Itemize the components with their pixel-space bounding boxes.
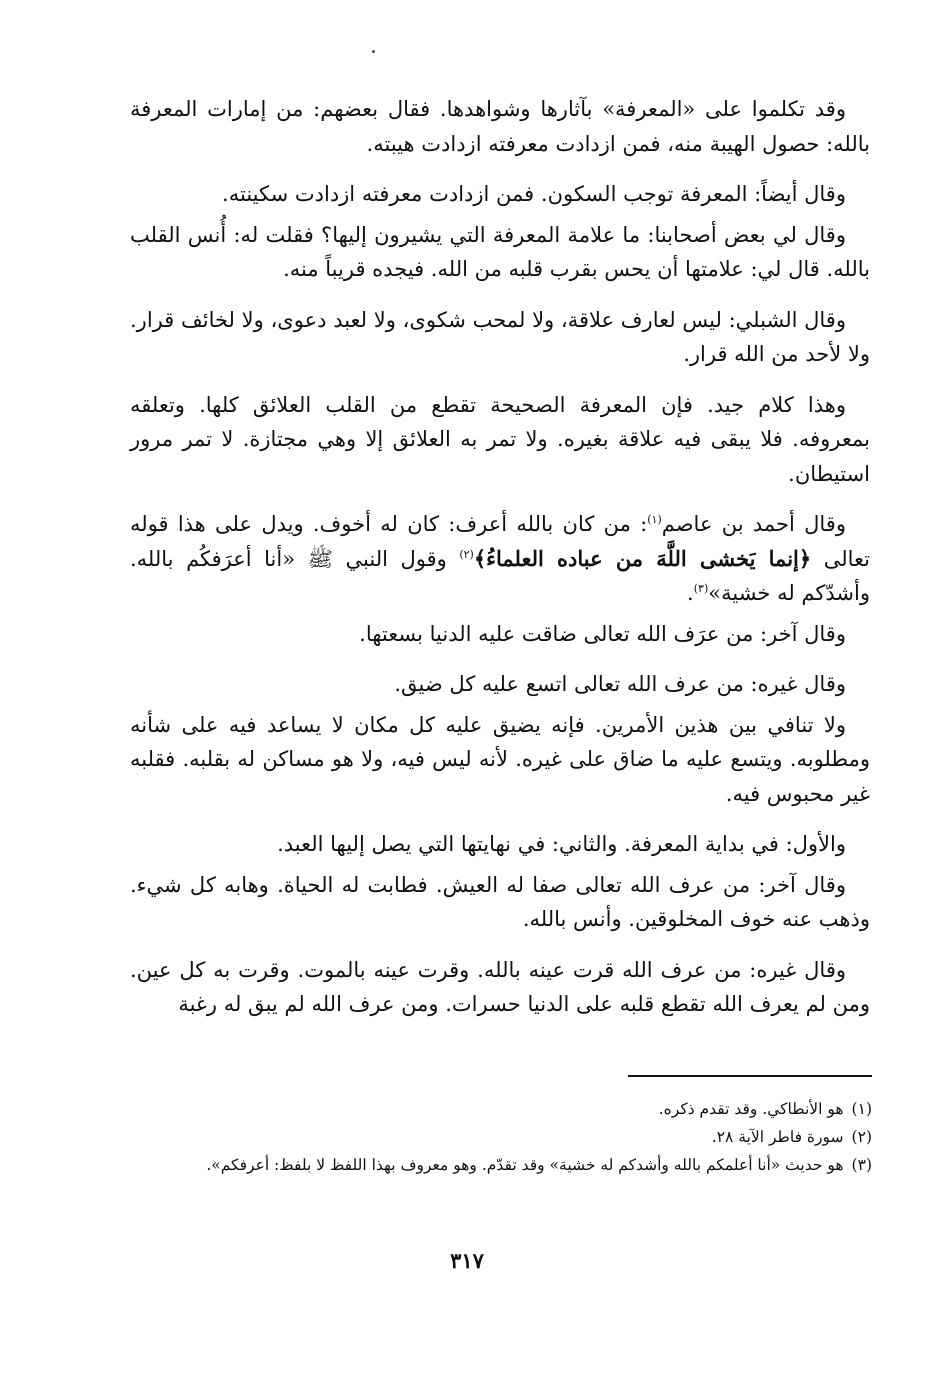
footnote-number: (٢) (851, 1128, 872, 1146)
paragraph-9: ولا تنافي بين هذين الأمرين. فإنه يضيق عليه كل مكان لا يساعد فيه على شأنه ومطلوبه. ويتسع عليه ما ضاق على غيره. لأنه ليس فيه، ولا هو مساكن له بقلبه. فقلبه غير محبوس فيه. (130, 712, 870, 806)
paragraph-3: وقال لي بعض أصحابنا: ما علامة المعرفة التي يشيرون إليها؟ فقلت له: أُنس القلب بالله. قال لي: علامتها أن يحس بقرب قلبه من الله. فيجده قريباً منه. (130, 222, 870, 281)
paragraph-8: وقال غيره: من عرف الله تعالى اتسع عليه كل ضيق. (394, 672, 846, 696)
footnote-separator (628, 1075, 872, 1077)
paragraph-12: وقال غيره: من عرف الله قرت عينه بالله. وقرت عينه بالموت. وقرت به كل عين. ومن لم يعرف الله تقطع قلبه على الدنيا حسرات. ومن عرف الله لم يبق له رغبة (130, 957, 870, 1016)
paragraph-11: وقال آخر: من عرف الله تعالى صفا له العيش. فطابت له الحياة. وهابه كل شيء. وذهب عنه خوف المخلوقين. وأنس بالله. (130, 872, 870, 931)
main-text (130, 92, 870, 1022)
print-speck (372, 50, 375, 53)
footnote-3 (130, 1152, 872, 1179)
footnote-number: (٣) (851, 1156, 872, 1174)
paragraph-6 (130, 507, 870, 611)
footnote-2 (130, 1124, 872, 1151)
paragraph-4: وقال الشبلي: ليس لعارف علاقة، ولا لمحب شكوى، ولا لعبد دعوى، ولا لخائف قرار. ولا لأحد من الله قرار. (130, 307, 870, 366)
paragraph-6-part-c: وقول النبي ﷺ «أنا أعرَفكُم بالله. وأشدّكم له خشية» (130, 546, 870, 605)
footnote-marker-3: (٣) (693, 582, 709, 595)
paragraph-6-part-a: وقال أحمد بن عاصم (661, 512, 846, 536)
quran-verse: ﴿إنما يَخشى اللَّهَ من عباده العلماءُ﴾ (473, 545, 812, 571)
footnote-1 (130, 1096, 872, 1123)
footnote-text: هو الأنطاكي. وقد تقدم ذكره. (658, 1100, 844, 1118)
footnote-number: (١) (851, 1100, 872, 1118)
paragraph-1: وقد تكلموا على «المعرفة» بآثارها وشواهدها. فقال بعضهم: من إمارات المعرفة بالله: حصول الهيبة منه، فمن ازدادت معرفته ازدادت هيبته. (130, 97, 870, 156)
footnote-text: سورة فاطر الآية ٢٨. (711, 1128, 844, 1146)
footnotes (130, 1096, 872, 1180)
paragraph-6-part-b: : من كان بالله أعرف: كان له أخوف. ويدل على هذا قوله تعالى (130, 512, 870, 571)
paragraph-10: والأول: في بداية المعرفة. والثاني: في نهايتها التي يصل إليها العبد. (277, 832, 846, 856)
paragraph-6-part-d: . (687, 581, 694, 605)
footnote-text: هو حديث «أنا أعلمكم بالله وأشدكم له خشية» وقد تقدّم. وهو معروف بهذا اللفظ لا بلفظ: أعرفكم». (206, 1156, 844, 1174)
page-number: ٣١٧ (450, 1248, 484, 1273)
paragraph-7: وقال آخر: من عرَف الله تعالى ضاقت عليه الدنيا بسعتها. (359, 621, 846, 646)
footnote-marker-2: (٢) (459, 547, 474, 561)
footnote-marker-1: (١) (647, 513, 662, 526)
paragraph-2: وقال أيضاً: المعرفة توجب السكون. فمن ازدادت معرفته ازدادت سكينته. (222, 182, 846, 206)
paragraph-5: وهذا كلام جيد. فإن المعرفة الصحيحة تقطع من القلب العلائق كلها. وتعلقه بمعروفه. فلا يبقى فيه علاقة بغيره. ولا تمر به العلائق إلا وهي مجتازة. لا تمر مرور استيطان. (130, 392, 870, 486)
